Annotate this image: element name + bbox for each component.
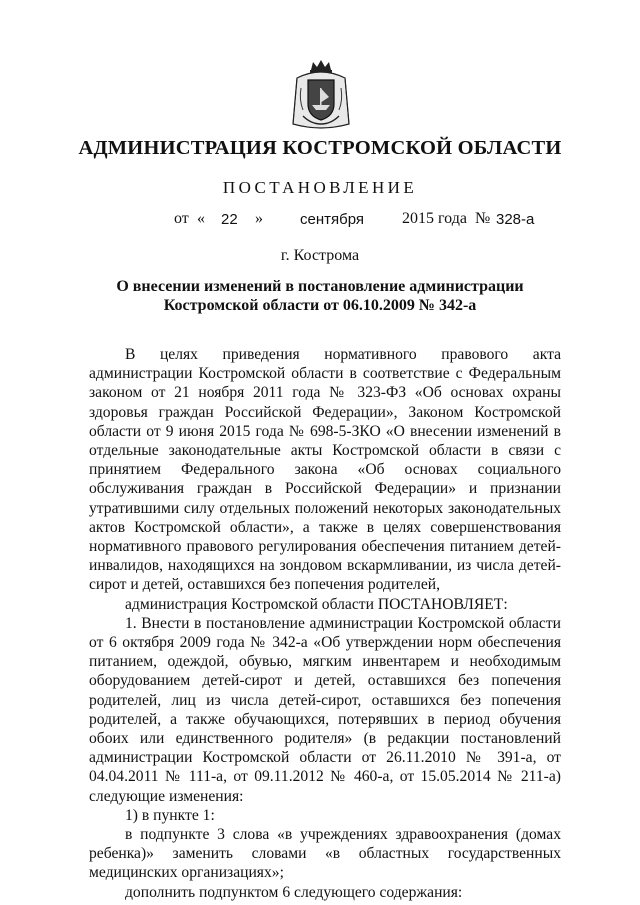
date-year: 2015 года (402, 210, 467, 227)
body-paragraph: 1) в пункте 1: (125, 806, 215, 824)
document-number: 328-а (496, 211, 535, 228)
document-title (80, 277, 560, 315)
document-body (89, 345, 561, 902)
organization-name: АДМИНИСТРАЦИЯ КОСТРОМСКОЙ ОБЛАСТИ (78, 137, 562, 159)
date-open-quote: « (197, 210, 205, 227)
title-line-1: О внесении изменений в постановление администрации (116, 278, 524, 295)
date-line (0, 210, 640, 234)
title-line-2: Костромской области от 06.10.2009 № 342-а (163, 297, 477, 314)
date-day: 22 (221, 211, 238, 228)
body-paragraph: администрация Костромской области ПОСТАНОВЛЯЕТ: (125, 595, 508, 613)
date-month: сентября (300, 211, 365, 228)
date-close-quote: » (255, 210, 263, 227)
city: г. Кострома (280, 247, 360, 264)
document-type: ПОСТАНОВЛЕНИЕ (222, 178, 418, 197)
body-paragraph: дополнить подпунктом 6 следующего содержания: (125, 883, 463, 901)
date-prefix: от (174, 210, 189, 227)
kostroma-coat-of-arms-icon (289, 58, 353, 132)
number-sign: № (475, 210, 491, 227)
body-paragraph: в подпункте 3 слова «в учреждениях здравоохранения (домах ребенка)» заменить словами «в областных государственных медицинских организациях»; (89, 826, 561, 882)
body-paragraph: В целях приведения нормативного правового акта администрации Костромской области в соответствие с Федеральным законом от 21 ноября 2011 года № 323-ФЗ «Об основах охраны здоровья граждан Российской Федерации», Законом Костромской области от 9 июня 2015 года № 698-5-ЗКО «О внесении изменений в отдельные законодательные акты Костромской области в связи с принятием Федерального закона «Об основах социального обслуживания граждан в Российской Федерации» и признании утратившими силу отдельных положений некоторых законодательных актов Костромской области», а также в целях совершенствования нормативного правового регулирования обеспечения питанием детей-инвалидов, находящихся на зондовом вскармливании, из числа детей-сирот и детей, оставшихся без попечения родителей, (89, 346, 561, 594)
body-paragraph: 1. Внести в постановление администрации Костромской области от 6 октября 2009 года № 342-а «Об утверждении норм обеспечения питанием, одеждой, обувью, мягким инвентарем и необходимым оборудованием детей-сирот и детей, оставшихся без попечения родителей, лиц из числа детей-сирот, оставшихся без попечения родителей, а также обучающихся, потерявших в период обучения обоих или единственного родителя» (в редакции постановлений администрации Костромской области от 26.11.2010 № 391-а, от 04.04.2011 № 111-а, от 09.11.2012 № 460-а, от 15.05.2014 № 211-а) следующие изменения: (89, 614, 561, 805)
